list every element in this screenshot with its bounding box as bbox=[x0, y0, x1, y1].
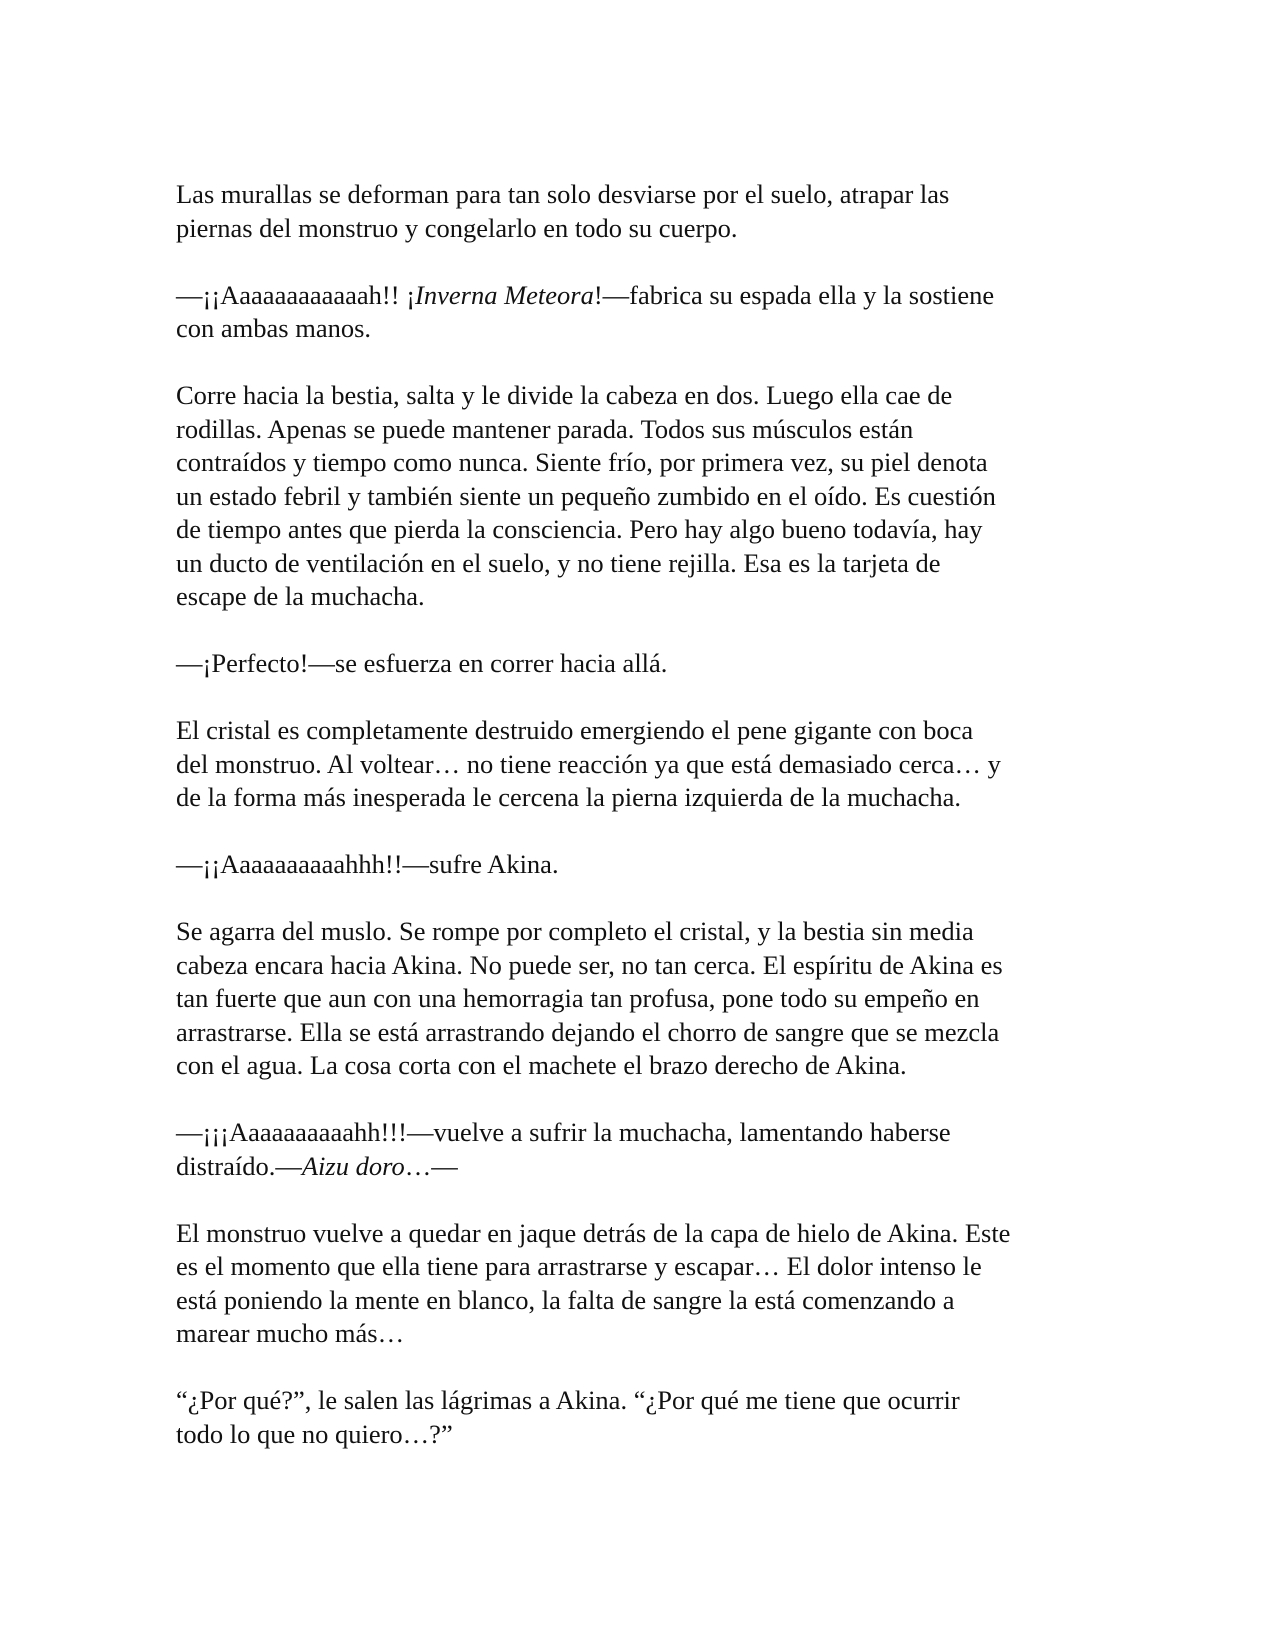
paragraph bbox=[176, 848, 1096, 882]
text-span: rodillas. Apenas se puede mantener parada. Todos sus músculos están bbox=[176, 413, 914, 444]
paragraph bbox=[176, 647, 1096, 681]
paragraph bbox=[176, 1116, 1096, 1183]
text-span: todo lo que no quiero…?” bbox=[176, 1418, 453, 1449]
text-span: tan fuerte que aun con una hemorragia tan profusa, pone todo su empeño en bbox=[176, 983, 980, 1013]
italic-text: Aizu doro bbox=[301, 1150, 405, 1181]
text-span: escape de la muchacha. bbox=[176, 581, 425, 611]
text-span: marear mucho más… bbox=[176, 1318, 405, 1348]
text-span: del monstruo. Al voltear… no tiene reacción ya que está demasiado cerca… y bbox=[176, 748, 1001, 779]
paragraph bbox=[176, 379, 1096, 614]
paragraph bbox=[176, 1217, 1096, 1351]
paragraph bbox=[176, 714, 1096, 815]
text-span: cabeza encara hacia Akina. No puede ser, no tan cerca. El espíritu de Akina es bbox=[176, 949, 1003, 980]
text-span: un estado febril y también siente un pequeño zumbido en el oído. Es cuestión bbox=[176, 480, 996, 511]
text-span: …— bbox=[404, 1150, 458, 1181]
text-span: es el momento que ella tiene para arrastrarse y escapar… El dolor intenso le bbox=[176, 1251, 982, 1281]
text-span: con ambas manos. bbox=[176, 313, 372, 343]
text-span: El monstruo vuelve a quedar en jaque detrás de la capa de hielo de Akina. Este bbox=[176, 1217, 1011, 1248]
text-span: con el agua. La cosa corta con el machete el brazo derecho de Akina. bbox=[176, 1050, 907, 1080]
text-span: de tiempo antes que pierda la consciencia. Pero hay algo bueno todavía, hay bbox=[176, 514, 983, 544]
text-span: contraídos y tiempo como nunca. Siente frío, por primera vez, su piel denota bbox=[176, 447, 988, 477]
text-span: de la forma más inesperada le cercena la pierna izquierda de la muchacha. bbox=[176, 782, 961, 812]
text-span: —¡¡Aaaaaaaaaahhh!!—sufre Akina. bbox=[176, 849, 559, 879]
text-span: piernas del monstruo y congelarlo en todo su cuerpo. bbox=[176, 212, 738, 243]
text-span: Se agarra del muslo. Se rompe por completo el cristal, y la bestia sin media bbox=[176, 916, 974, 946]
text-span: El cristal es completamente destruido emergiendo el pene gigante con boca bbox=[176, 715, 974, 745]
text-span: un ducto de ventilación en el suelo, y no tiene rejilla. Esa es la tarjeta de bbox=[176, 547, 941, 578]
text-span: “¿Por qué?”, le salen las lágrimas a Akina. “¿Por qué me tiene que ocurrir bbox=[176, 1385, 960, 1415]
text-span: Las murallas se deforman para tan solo desviarse por el suelo, atrapar las bbox=[176, 179, 950, 209]
paragraph bbox=[176, 279, 1096, 346]
text-span: !—fabrica su espada ella y la sostiene bbox=[593, 279, 995, 310]
italic-text: Inverna Meteora bbox=[415, 279, 594, 310]
text-span: distraído.— bbox=[176, 1150, 302, 1181]
paragraph bbox=[176, 178, 1096, 245]
text-span: —¡¡¡Aaaaaaaaaahh!!!—vuelve a sufrir la muchacha, lamentando haberse bbox=[176, 1117, 951, 1147]
text-span: Corre hacia la bestia, salta y le divide la cabeza en dos. Luego ella cae de bbox=[176, 380, 953, 410]
paragraph bbox=[176, 1384, 1096, 1451]
text-span: —¡¡Aaaaaaaaaaaah!! ¡ bbox=[176, 279, 416, 310]
body-text bbox=[176, 178, 1096, 1485]
text-span: —¡Perfecto!—se esfuerza en correr hacia allá. bbox=[176, 648, 668, 678]
text-span: arrastrarse. Ella se está arrastrando dejando el chorro de sangre que se mezcla bbox=[176, 1016, 1000, 1047]
text-span: está poniendo la mente en blanco, la falta de sangre la está comenzando a bbox=[176, 1284, 955, 1315]
paragraph bbox=[176, 915, 1096, 1083]
